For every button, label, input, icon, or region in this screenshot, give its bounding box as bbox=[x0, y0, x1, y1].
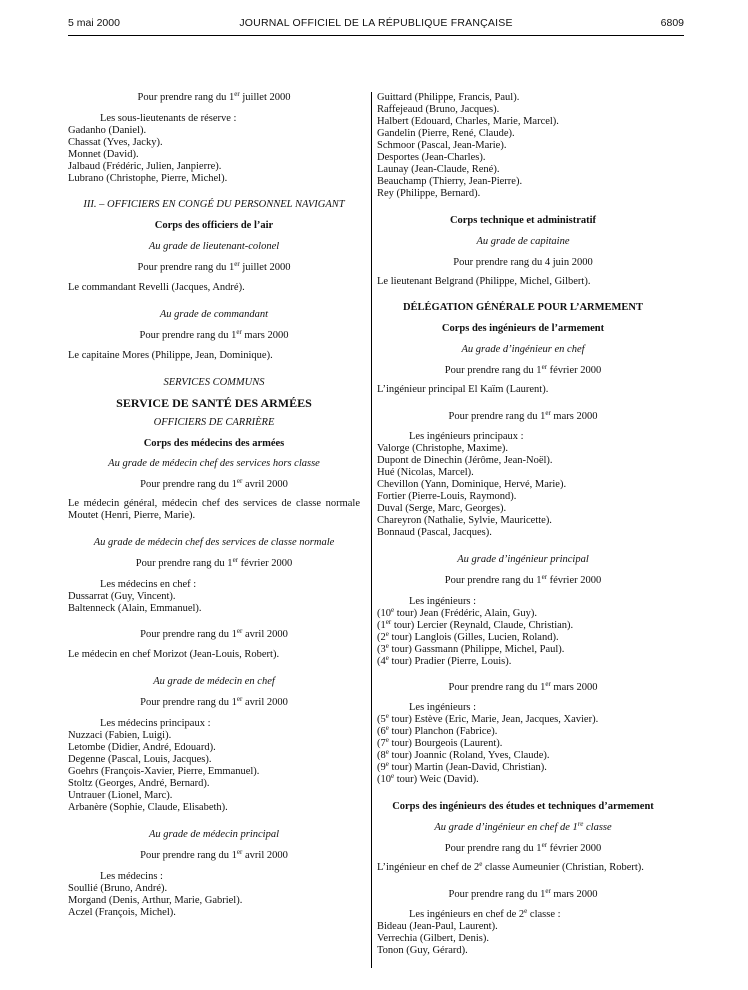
service-heading bbox=[68, 397, 360, 410]
name-entry bbox=[68, 742, 360, 754]
header-page-number: 6809 bbox=[660, 17, 684, 29]
ordinal-suffix: er bbox=[236, 848, 243, 856]
list-intro bbox=[68, 871, 360, 883]
entry-text-after: février 2000 bbox=[547, 843, 602, 854]
entry-text: Les sous-lieutenants de réserve : bbox=[100, 113, 237, 124]
entry-text: Le médecin en chef Morizot (Jean-Louis, Robert). bbox=[68, 649, 280, 660]
entry-text: Les médecins en chef : bbox=[100, 579, 197, 590]
name-entry bbox=[68, 754, 360, 766]
name-entry bbox=[68, 802, 360, 814]
entry-text: Duval (Serge, Marc, Georges). bbox=[377, 503, 507, 514]
tour-entry bbox=[377, 644, 669, 656]
grade-heading bbox=[68, 309, 360, 321]
section-heading bbox=[377, 323, 669, 335]
name-entry bbox=[377, 104, 669, 116]
tour-number: (9 bbox=[377, 762, 386, 773]
entry-text: Valorge (Christophe, Maxime). bbox=[377, 443, 509, 454]
entry-text: Pour prendre rang du 1 bbox=[140, 629, 237, 640]
entry-text: Desportes (Jean-Charles). bbox=[377, 152, 486, 163]
entry-text: Pour prendre rang du 4 juin 2000 bbox=[453, 257, 593, 268]
entry-text: Au grade d’ingénieur en chef de 1 bbox=[434, 822, 578, 833]
rang-line bbox=[68, 92, 360, 104]
tour-entry bbox=[377, 656, 669, 668]
ordinal-suffix: er bbox=[236, 477, 243, 485]
section-heading bbox=[68, 220, 360, 232]
entry-text: Arbanère (Sophie, Claude, Elisabeth). bbox=[68, 802, 228, 813]
entry-text-after: février 2000 bbox=[238, 558, 293, 569]
entry-text: Guittard (Philippe, Francis, Paul). bbox=[377, 92, 520, 103]
entry-text: Corps des médecins des armées bbox=[143, 438, 285, 449]
entry-text: Les ingénieurs en chef de 2 bbox=[409, 909, 525, 920]
tour-number: (2 bbox=[377, 632, 386, 643]
entry-text: Raffejeaud (Bruno, Jacques). bbox=[377, 104, 500, 115]
entry-text: Degenne (Pascal, Louis, Jacques). bbox=[68, 754, 212, 765]
name-entry bbox=[377, 455, 669, 467]
entry-text: Les médecins principaux : bbox=[100, 718, 211, 729]
entry-text: Gadanho (Daniel). bbox=[68, 125, 147, 136]
entry-text: Fortier (Pierre-Louis, Raymond). bbox=[377, 491, 517, 502]
name-entry bbox=[377, 527, 669, 539]
entry-text: Corps des officiers de l’air bbox=[154, 220, 274, 231]
name-entry bbox=[68, 883, 360, 895]
name-entry bbox=[377, 140, 669, 152]
entry-text: Au grade de médecin en chef bbox=[153, 676, 275, 687]
entry-text: Pour prendre rang du 1 bbox=[448, 889, 546, 900]
ordinal-suffix: e bbox=[479, 860, 483, 868]
entry-text: Au grade de lieutenant-colonel bbox=[148, 241, 280, 252]
entry-text: Les ingénieurs : bbox=[409, 702, 477, 713]
ordinal-suffix: e bbox=[385, 748, 389, 756]
entry-text-after: juillet 2000 bbox=[239, 92, 291, 103]
entry-text: Nuzzaci (Fabien, Luigi). bbox=[68, 730, 172, 741]
ordinal-suffix: er bbox=[234, 260, 240, 268]
grade-heading bbox=[68, 417, 360, 429]
name-entry bbox=[377, 188, 669, 200]
entry-text: SERVICE DE SANTÉ DES ARMÉES bbox=[116, 396, 312, 410]
entry-text: tour) Jean (Frédéric, Alain, Guy). bbox=[394, 608, 537, 619]
grade-heading bbox=[68, 829, 360, 841]
name-entry bbox=[68, 778, 360, 790]
tour-number: (4 bbox=[377, 656, 386, 667]
ordinal-suffix: e bbox=[385, 642, 389, 650]
entry-text-after: avril 2000 bbox=[242, 697, 288, 708]
entry-text: Au grade d’ingénieur en chef bbox=[461, 344, 585, 355]
entry-text: Au grade de commandant bbox=[159, 309, 269, 320]
entry-text: Pour prendre rang du 1 bbox=[448, 682, 546, 693]
header-title: JOURNAL OFFICIEL DE LA RÉPUBLIQUE FRANÇAISE bbox=[239, 17, 513, 29]
tour-entry bbox=[377, 738, 669, 750]
entry-text: Verrechia (Gilbert, Denis). bbox=[377, 933, 489, 944]
ordinal-suffix: e bbox=[391, 772, 395, 780]
grade-heading bbox=[377, 236, 669, 248]
tour-entry bbox=[377, 620, 669, 632]
entry-text: Pour prendre rang du 1 bbox=[140, 479, 237, 490]
grade-heading bbox=[68, 241, 360, 253]
rang-line bbox=[377, 682, 669, 694]
ordinal-suffix: e bbox=[385, 630, 389, 638]
ordinal-suffix: er bbox=[236, 695, 243, 703]
name-entry bbox=[68, 149, 360, 161]
entry-text: Lubrano (Christophe, Pierre, Michel). bbox=[68, 173, 228, 184]
name-entry bbox=[377, 491, 669, 503]
name-entry bbox=[68, 730, 360, 742]
ordinal-suffix: re bbox=[577, 820, 584, 828]
name-entry bbox=[377, 116, 669, 128]
entry-text: tour) Planchon (Fabrice). bbox=[388, 726, 498, 737]
list-intro bbox=[68, 718, 360, 730]
name-entry bbox=[68, 161, 360, 173]
tour-number: (10 bbox=[377, 774, 391, 785]
ordinal-suffix: e bbox=[385, 654, 389, 662]
ordinal-suffix: er bbox=[232, 556, 239, 564]
rang-line bbox=[68, 479, 360, 491]
ordinal-suffix: er bbox=[545, 887, 551, 895]
rang-line bbox=[377, 843, 669, 855]
entry-text: Aczel (François, Michel). bbox=[68, 907, 176, 918]
name-entry bbox=[68, 907, 360, 919]
name-entry bbox=[377, 128, 669, 140]
entry-text: Chassat (Yves, Jacky). bbox=[68, 137, 163, 148]
name-entry bbox=[377, 384, 669, 396]
entry-text: Untrauer (Lionel, Marc). bbox=[68, 790, 173, 801]
entry-text: tour) Pradier (Pierre, Louis). bbox=[388, 656, 512, 667]
entry-text: Le commandant Revelli (Jacques, André). bbox=[68, 282, 245, 293]
rang-line bbox=[68, 262, 360, 274]
entry-text-after: juillet 2000 bbox=[239, 262, 291, 273]
ordinal-suffix: e bbox=[385, 760, 389, 768]
entry-text: Pour prendre rang du 1 bbox=[139, 330, 237, 341]
section-heading bbox=[377, 215, 669, 227]
tour-number: (10 bbox=[377, 608, 391, 619]
entry-text: Pour prendre rang du 1 bbox=[135, 558, 233, 569]
entry-text: Monnet (David). bbox=[68, 149, 139, 160]
rang-line bbox=[68, 697, 360, 709]
entry-text: Pour prendre rang du 1 bbox=[137, 92, 235, 103]
entry-text: Corps des ingénieurs de l’armement bbox=[441, 323, 605, 334]
rang-line bbox=[377, 889, 669, 901]
name-entry bbox=[377, 921, 669, 933]
name-entry bbox=[68, 350, 360, 362]
part-heading bbox=[68, 199, 360, 211]
entry-text: Chareyron (Nathalie, Sylvie, Mauricette). bbox=[377, 515, 552, 526]
list-intro bbox=[377, 702, 669, 714]
name-entry bbox=[377, 933, 669, 945]
entry-text: Corps des ingénieurs des études et techniques d’armement bbox=[392, 801, 654, 812]
name-entry bbox=[68, 591, 360, 603]
name-entry bbox=[68, 766, 360, 778]
name-entry bbox=[377, 164, 669, 176]
entry-text: tour) Lercier (Reynald, Claude, Christian). bbox=[391, 620, 574, 631]
entry-text-after: classe : bbox=[527, 909, 561, 920]
entry-text: Au grade de médecin principal bbox=[148, 829, 280, 840]
entry-text-after: avril 2000 bbox=[242, 479, 288, 490]
right-column bbox=[377, 92, 669, 957]
entry-text: Stoltz (Georges, André, Bernard). bbox=[68, 778, 210, 789]
name-entry bbox=[68, 649, 360, 661]
tour-number: (6 bbox=[377, 726, 386, 737]
entry-text: Letombe (Didier, André, Edouard). bbox=[68, 742, 216, 753]
grade-heading bbox=[377, 344, 669, 356]
entry-text: DÉLÉGATION GÉNÉRALE POUR L’ARMEMENT bbox=[402, 302, 644, 313]
tour-number: (5 bbox=[377, 714, 386, 725]
entry-text: Pour prendre rang du 1 bbox=[444, 575, 542, 586]
section-heading bbox=[377, 801, 669, 813]
entry-text-after: classe Aumeunier (Christian, Robert). bbox=[482, 862, 644, 873]
entry-text: Au grade d’ingénieur principal bbox=[457, 554, 589, 565]
entry-text: Hué (Nicolas, Marcel). bbox=[377, 467, 474, 478]
entry-text: SERVICES COMMUNS bbox=[163, 377, 265, 388]
entry-text: Pour prendre rang du 1 bbox=[444, 365, 542, 376]
entry-text: Pour prendre rang du 1 bbox=[137, 262, 235, 273]
entry-text: tour) Weic (David). bbox=[394, 774, 479, 785]
rang-line bbox=[68, 629, 360, 641]
ordinal-suffix: er bbox=[541, 573, 548, 581]
entry-text: Goehrs (François-Xavier, Pierre, Emmanuel). bbox=[68, 766, 260, 777]
tour-entry bbox=[377, 726, 669, 738]
entry-text: Le médecin général, médecin chef des services de classe normale Moutet (Henri, Pierre, Marie). bbox=[68, 498, 360, 521]
ordinal-suffix: er bbox=[234, 90, 240, 98]
grade-heading bbox=[377, 822, 669, 834]
name-entry bbox=[377, 443, 669, 455]
entry-text-after: février 2000 bbox=[547, 365, 602, 376]
rang-line bbox=[377, 257, 669, 269]
entry-text: Chevillon (Yann, Dominique, Hervé, Marie). bbox=[377, 479, 567, 490]
entry-text: Le capitaine Mores (Philippe, Jean, Dominique). bbox=[68, 350, 273, 361]
tour-entry bbox=[377, 774, 669, 786]
entry-text: Tonon (Guy, Gérard). bbox=[377, 945, 468, 956]
entry-text: Le lieutenant Belgrand (Philippe, Michel, Gilbert). bbox=[377, 276, 591, 287]
name-entry bbox=[377, 945, 669, 957]
entry-text-after: février 2000 bbox=[547, 575, 602, 586]
entry-text: Au grade de capitaine bbox=[476, 236, 570, 247]
name-entry bbox=[377, 152, 669, 164]
entry-text: Pour prendre rang du 1 bbox=[448, 411, 546, 422]
name-entry bbox=[68, 137, 360, 149]
ordinal-suffix: e bbox=[385, 712, 389, 720]
tour-number: (3 bbox=[377, 644, 386, 655]
entry-text: Bideau (Jean-Paul, Laurent). bbox=[377, 921, 498, 932]
tour-entry bbox=[377, 632, 669, 644]
column-divider bbox=[371, 92, 372, 968]
left-column bbox=[68, 92, 360, 919]
rang-line bbox=[68, 850, 360, 862]
entry-text: tour) Joannic (Roland, Yves, Claude). bbox=[388, 750, 550, 761]
page-header bbox=[68, 17, 684, 33]
header-date: 5 mai 2000 bbox=[68, 17, 120, 29]
ordinal-suffix: e bbox=[391, 606, 395, 614]
tour-number: (7 bbox=[377, 738, 386, 749]
header-rule bbox=[68, 35, 684, 36]
list-intro bbox=[68, 579, 360, 591]
name-entry bbox=[68, 790, 360, 802]
ordinal-suffix: er bbox=[236, 328, 242, 336]
entry-text: OFFICIERS DE CARRIÈRE bbox=[153, 417, 275, 428]
entry-text: Launay (Jean-Claude, René). bbox=[377, 164, 500, 175]
grade-heading bbox=[68, 458, 360, 470]
entry-text: Dussarrat (Guy, Vincent). bbox=[68, 591, 176, 602]
rang-line bbox=[377, 575, 669, 587]
list-intro bbox=[377, 909, 669, 921]
entry-text: Bonnaud (Pascal, Jacques). bbox=[377, 527, 492, 538]
entry-text-after: avril 2000 bbox=[242, 850, 288, 861]
tour-entry bbox=[377, 608, 669, 620]
entry-text: Dupont de Dinechin (Jérôme, Jean-Noël). bbox=[377, 455, 553, 466]
entry-text: Les médecins : bbox=[100, 871, 163, 882]
ordinal-suffix: er bbox=[541, 841, 548, 849]
ordinal-suffix: er bbox=[385, 618, 392, 626]
entry-text: tour) Gassmann (Philippe, Michel, Paul). bbox=[388, 644, 565, 655]
ordinal-suffix: er bbox=[545, 409, 551, 417]
name-entry bbox=[377, 503, 669, 515]
section-heading bbox=[377, 302, 669, 314]
ordinal-suffix: e bbox=[385, 736, 389, 744]
tour-entry bbox=[377, 714, 669, 726]
entry-text: Beauchamp (Thierry, Jean-Pierre). bbox=[377, 176, 523, 187]
name-entry bbox=[68, 125, 360, 137]
grade-heading bbox=[68, 676, 360, 688]
ordinal-suffix: er bbox=[545, 680, 551, 688]
entry-text: L’ingénieur en chef de 2 bbox=[377, 862, 480, 873]
entry-text: Jalbaud (Frédéric, Julien, Janpierre). bbox=[68, 161, 222, 172]
entry-text: Au grade de médecin chef des services de classe normale bbox=[93, 537, 335, 548]
name-entry bbox=[377, 467, 669, 479]
grade-heading bbox=[68, 377, 360, 389]
appointment-paragraph bbox=[68, 498, 360, 522]
name-entry bbox=[377, 515, 669, 527]
list-intro bbox=[68, 113, 360, 125]
ordinal-suffix: er bbox=[541, 363, 548, 371]
entry-text-after: mars 2000 bbox=[241, 330, 289, 341]
name-entry bbox=[68, 895, 360, 907]
entry-text: Pour prendre rang du 1 bbox=[140, 697, 237, 708]
name-entry bbox=[377, 862, 669, 874]
list-intro bbox=[377, 596, 669, 608]
entry-text: Pour prendre rang du 1 bbox=[444, 843, 542, 854]
tour-entry bbox=[377, 762, 669, 774]
entry-text-after: mars 2000 bbox=[550, 411, 598, 422]
name-entry bbox=[68, 173, 360, 185]
name-entry bbox=[68, 603, 360, 615]
entry-text: Baltenneck (Alain, Emmanuel). bbox=[68, 603, 202, 614]
entry-text-after: classe bbox=[583, 822, 612, 833]
entry-text: tour) Martin (Jean-David, Christian). bbox=[388, 762, 547, 773]
rang-line bbox=[377, 365, 669, 377]
rang-line bbox=[68, 558, 360, 570]
entry-text: Corps technique et administratif bbox=[449, 215, 597, 226]
ordinal-suffix: e bbox=[524, 907, 528, 915]
entry-text: Les ingénieurs : bbox=[409, 596, 477, 607]
entry-text: tour) Estève (Eric, Marie, Jean, Jacques, Xavier). bbox=[388, 714, 599, 725]
name-entry bbox=[377, 92, 669, 104]
name-entry bbox=[377, 176, 669, 188]
ordinal-suffix: e bbox=[385, 724, 389, 732]
entry-text: Schmoor (Pascal, Jean-Marie). bbox=[377, 140, 507, 151]
grade-heading bbox=[377, 554, 669, 566]
tour-number: (1 bbox=[377, 620, 386, 631]
entry-text: tour) Langlois (Gilles, Lucien, Roland). bbox=[388, 632, 559, 643]
tour-number: (8 bbox=[377, 750, 386, 761]
entry-text: Soullié (Bruno, André). bbox=[68, 883, 168, 894]
entry-text: Rey (Philippe, Bernard). bbox=[377, 188, 481, 199]
rang-line bbox=[377, 411, 669, 423]
entry-text: tour) Bourgeois (Laurent). bbox=[388, 738, 503, 749]
ordinal-suffix: er bbox=[236, 627, 243, 635]
entry-text-after: mars 2000 bbox=[550, 889, 598, 900]
entry-text: Au grade de médecin chef des services hors classe bbox=[108, 458, 320, 469]
entry-text-after: avril 2000 bbox=[242, 629, 288, 640]
name-entry bbox=[68, 282, 360, 294]
entry-text-after: mars 2000 bbox=[550, 682, 598, 693]
entry-text: Halbert (Edouard, Charles, Marie, Marcel). bbox=[377, 116, 559, 127]
entry-text: Les ingénieurs principaux : bbox=[409, 431, 524, 442]
entry-text: L’ingénieur principal El Kaïm (Laurent). bbox=[377, 384, 549, 395]
entry-text: III. – OFFICIERS EN CONGÉ DU PERSONNEL NAVIGANT bbox=[83, 199, 345, 210]
name-entry bbox=[377, 276, 669, 288]
list-intro bbox=[377, 431, 669, 443]
entry-text: Gandelin (Pierre, René, Claude). bbox=[377, 128, 515, 139]
entry-text: Morgand (Denis, Arthur, Marie, Gabriel). bbox=[68, 895, 243, 906]
grade-heading bbox=[68, 537, 360, 549]
tour-entry bbox=[377, 750, 669, 762]
section-heading bbox=[68, 438, 360, 450]
rang-line bbox=[68, 330, 360, 342]
entry-text: Pour prendre rang du 1 bbox=[140, 850, 237, 861]
name-entry bbox=[377, 479, 669, 491]
